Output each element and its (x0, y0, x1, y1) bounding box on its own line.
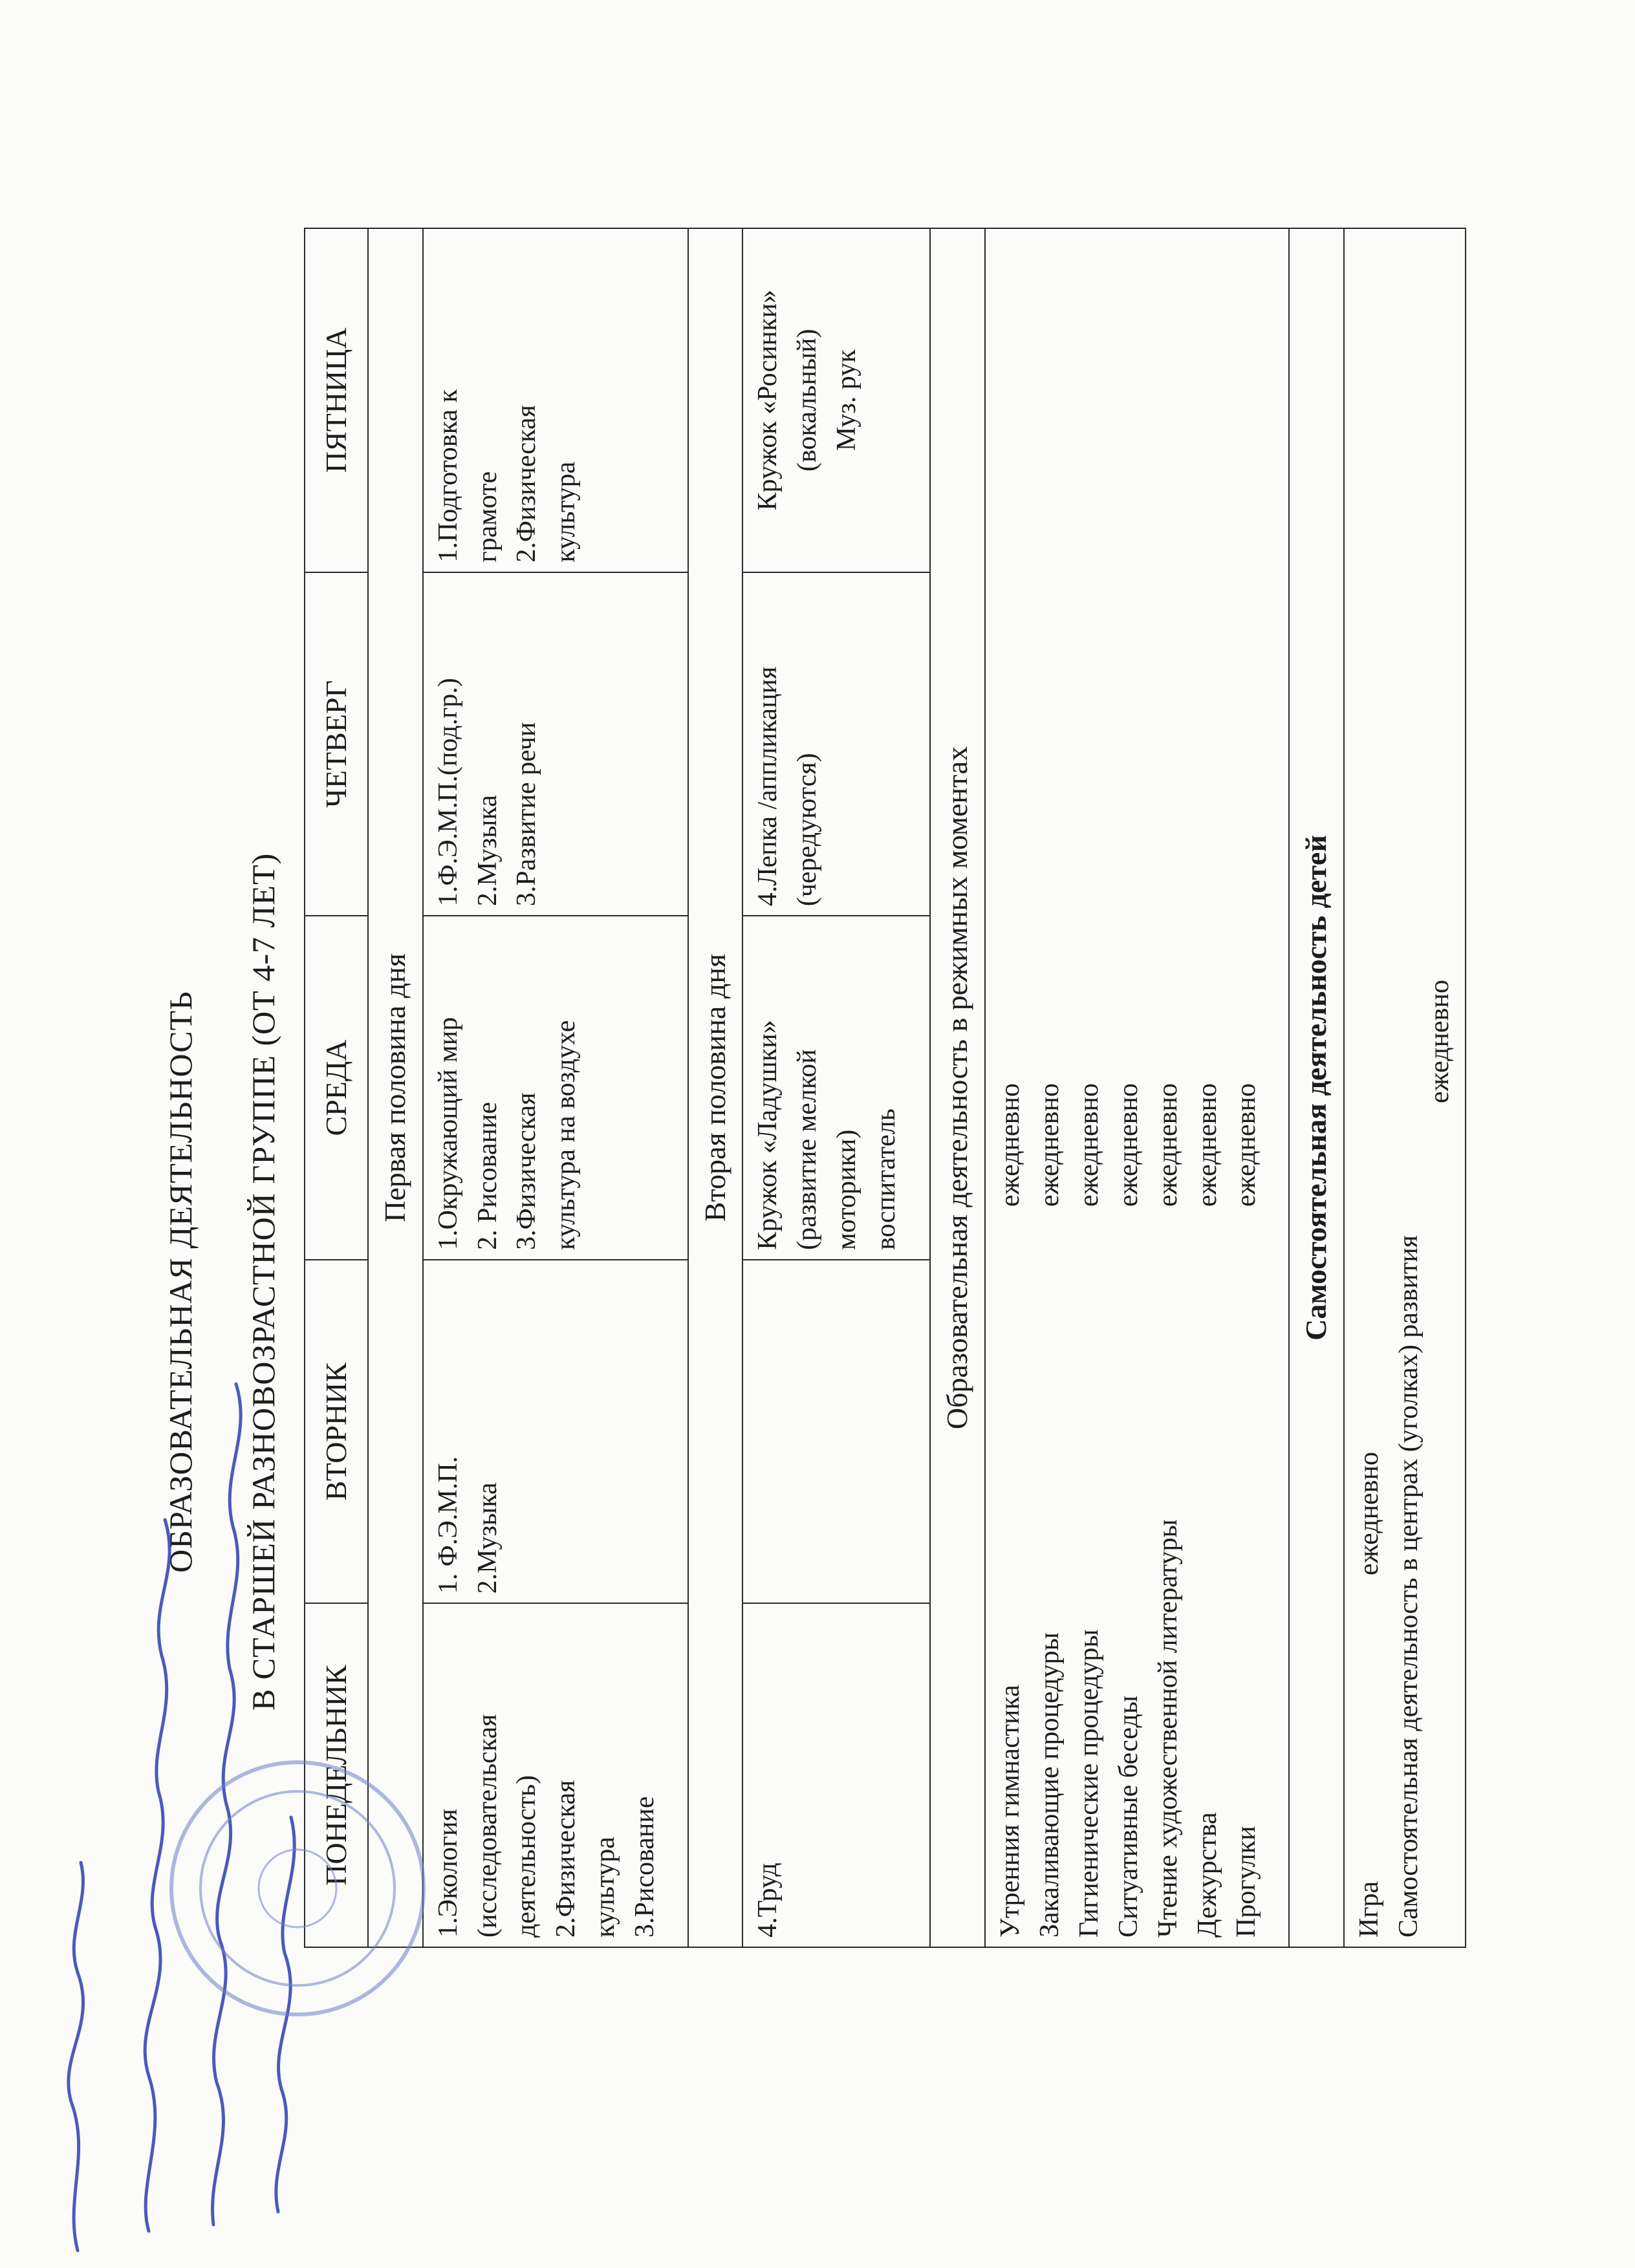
day-header-tuesday: ВТОРНИК (305, 1260, 368, 1604)
first-half-label: Первая половина дня (368, 228, 423, 1947)
day-header-monday: ПОНЕДЕЛЬНИК (305, 1603, 368, 1947)
cell-line: 2. Рисование (472, 1101, 503, 1250)
cell-line: культура (590, 1837, 621, 1938)
second-half-thursday (742, 572, 930, 916)
regime-band-row (930, 228, 985, 1947)
first-half-band-row (368, 228, 423, 1947)
cell-line: моторики) (832, 1129, 862, 1250)
cell-line: 2.Музыка (472, 1482, 503, 1594)
cell-line: воспитатель (871, 1108, 902, 1250)
cell-line: культура (551, 461, 581, 563)
cell-line: Кружок «Ладушки» (753, 1020, 783, 1250)
regime-list (985, 228, 1289, 1947)
cell-line: 1.Окружающий мир (433, 1017, 463, 1250)
day-header-thursday: ЧЕТВЕРГ (305, 572, 368, 916)
first-half-monday (423, 1603, 688, 1947)
cell-line: культура на воздухе (551, 1020, 581, 1250)
regime-item-freq: ежедневно (1113, 1083, 1143, 1207)
cell-line: грамоте (472, 471, 503, 563)
regime-item-freq: ежедневно (1074, 1083, 1104, 1207)
independent-item-name: Самостоятельная деятельность в центрах (уголках) развития (1393, 1235, 1424, 1938)
regime-row (985, 228, 1289, 1947)
regime-item-name: Прогулки (1231, 1826, 1262, 1938)
independent-item-freq: ежедневно (1354, 1452, 1384, 1575)
cell-line: (вокальный) (792, 329, 823, 472)
second-half-friday (742, 228, 930, 572)
regime-item-name: Чтение художественной литературы (1153, 1519, 1183, 1938)
second-half-row (742, 228, 930, 1947)
page-subtitle: В СТАРШЕЙ РАЗНОВОЗРАСТНОЙ ГРУППЕ (ОТ 4-7 ЛЕТ) (245, 852, 281, 1711)
cell-line: 2.Физическая (512, 405, 542, 563)
schedule-table (304, 228, 1466, 1948)
first-half-friday (423, 228, 688, 572)
second-half-wednesday (742, 916, 930, 1260)
cell-line: 2.Физическая (551, 1780, 581, 1938)
regime-item-freq: ежедневно (1192, 1083, 1222, 1207)
second-half-band-row (688, 228, 743, 1947)
cell-line: 4.Труд (753, 1863, 783, 1938)
cell-line: 1.Ф.Э.М.П.(под.гр.) (433, 678, 463, 907)
regime-item-name: Закаливающие процедуры (1034, 1632, 1065, 1938)
regime-item-name: Дежурства (1192, 1812, 1222, 1938)
cell-line: Кружок «Росинки» (753, 290, 783, 511)
cell-line: 1.Подготовка к (433, 389, 463, 563)
regime-item-name: Утренния гимнастика (995, 1685, 1026, 1938)
cell-line: 2.Музыка (472, 795, 503, 907)
cell-line: (исследовательская (472, 1714, 503, 1938)
cell-line: (чередуются) (792, 753, 823, 907)
regime-item-name: Гигиенические процедуры (1074, 1629, 1104, 1938)
first-half-row (423, 228, 688, 1947)
first-half-tuesday (423, 1260, 688, 1604)
cell-line: 1. Ф.Э.М.П. (433, 1456, 463, 1594)
second-half-monday (742, 1603, 930, 1947)
regime-item-freq: ежедневно (995, 1083, 1026, 1207)
cell-line: 3.Развитие речи (512, 722, 542, 907)
cell-line: (развитие мелкой (792, 1049, 823, 1250)
cell-line: 3.Рисование (630, 1796, 660, 1938)
regime-item-freq: ежедневно (1034, 1083, 1065, 1207)
day-header-wednesday: СРЕДА (305, 916, 368, 1260)
independent-list (1344, 228, 1466, 1947)
independent-band-row (1289, 228, 1344, 1947)
independent-item-name: Игра (1354, 1881, 1384, 1938)
round-seal-stamp (162, 1753, 433, 2024)
cell-line: деятельность) (512, 1775, 542, 1938)
cell-line: 3.Физическая (512, 1092, 542, 1250)
second-half-tuesday (742, 1260, 930, 1604)
first-half-thursday (423, 572, 688, 916)
cell-line: Муз. рук (832, 349, 862, 451)
regime-item-freq: ежедневно (1153, 1083, 1183, 1207)
first-half-wednesday (423, 916, 688, 1260)
independent-row (1344, 228, 1466, 1947)
cell-line: 4.Лепка /аппликация (753, 666, 783, 907)
second-half-label: Вторая половина дня (688, 228, 743, 1947)
cell-line: 1.Экология (433, 1809, 463, 1938)
day-header-friday: ПЯТНИЦА (305, 228, 368, 572)
regime-label: Образовательная деятельность в режимных моментах (930, 228, 985, 1947)
regime-item-name: Ситуативные беседы (1113, 1695, 1143, 1938)
independent-item-freq: ежедневно (1424, 980, 1455, 1103)
independent-label: Самостоятельная деятельность детей (1289, 228, 1344, 1947)
regime-item-freq: ежедневно (1231, 1083, 1262, 1207)
page-title: ОБРАЗОВАТЕЛЬНАЯ ДЕЯТЕЛЬНОСТЬ (162, 991, 199, 1573)
